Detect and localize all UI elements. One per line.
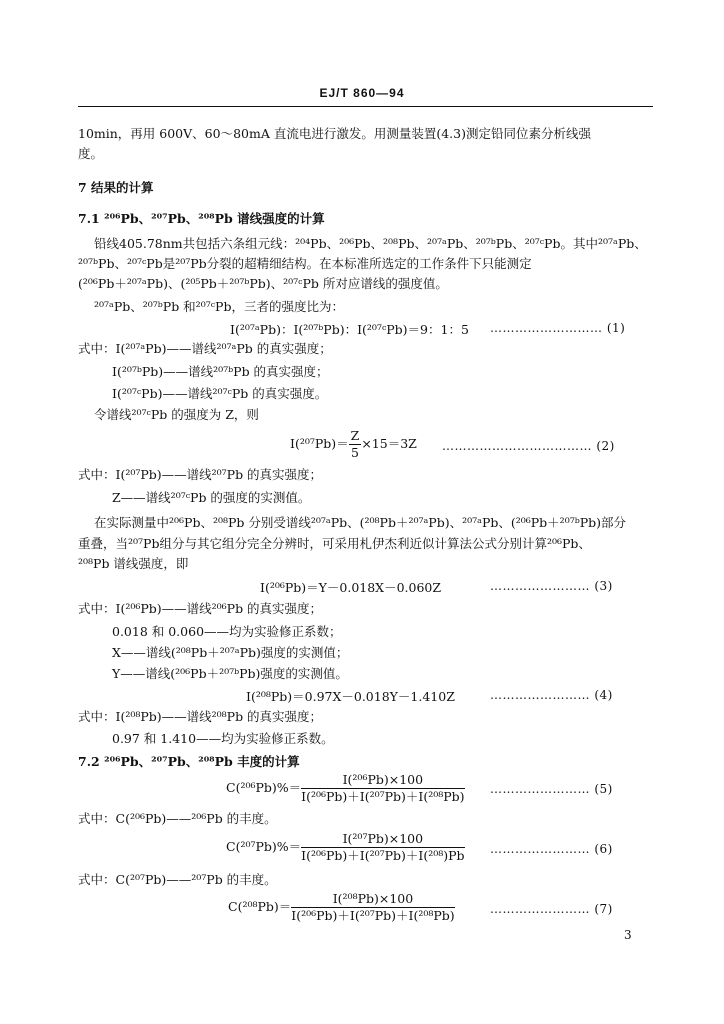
equation-number-7: …………………… (7) xyxy=(490,902,613,916)
fraction-denominator: I(²⁰⁶Pb)＋I(²⁰⁷Pb)＋I(²⁰⁸)Pb xyxy=(301,848,465,863)
paragraph-line: 在实际测量中²⁰⁶Pb、²⁰⁸Pb 分别受谱线²⁰⁷ᵃPb、(²⁰⁸Pb＋²⁰⁷ᵃPb)、²⁰⁷ᵃPb、(²⁰⁶Pb＋²⁰⁷ᵇPb)部分 xyxy=(94,515,627,530)
equation-number-3: …………………… (3) xyxy=(490,579,613,593)
paragraph-continuation-line: 度。 xyxy=(78,146,104,161)
equation-2-lhs: I(²⁰⁷Pb)＝ xyxy=(290,436,349,451)
header-rule xyxy=(78,106,653,107)
fraction-numerator: I(²⁰⁷Pb)×100 xyxy=(301,831,464,848)
paragraph-line: 铅线405.78nm共包括六条组元线：²⁰⁴Pb、²⁰⁶Pb、²⁰⁸Pb、²⁰⁷ᵃPb、²⁰⁷ᵇPb、²⁰⁷ᶜPb。其中²⁰⁷ᵃPb、 xyxy=(94,236,647,251)
equation-1: I(²⁰⁷ᵃPb)：I(²⁰⁷ᵇPb)：I(²⁰⁷ᶜPb)＝9：1：5 xyxy=(230,322,469,337)
where-line: 式中：I(²⁰⁶Pb)——谱线²⁰⁶Pb 的真实强度； xyxy=(78,601,323,616)
paragraph-continuation-line: 10min，再用 600V、60～80mA 直流电进行激发。用测量装置(4.3)测定铅同位素分析线强 xyxy=(78,126,591,141)
equation-3: I(²⁰⁶Pb)＝Y－0.018X－0.060Z xyxy=(260,580,442,595)
fraction-denominator: I(²⁰⁶Pb)＋I(²⁰⁷Pb)＋I(²⁰⁸Pb) xyxy=(301,789,465,804)
where-line: I(²⁰⁷ᶜPb)——谱线²⁰⁷ᶜPb 的真实强度。 xyxy=(112,386,328,401)
where-line: Z——谱线²⁰⁷ᶜPb 的强度的实测值。 xyxy=(112,490,311,505)
section-heading-7: 7 结果的计算 xyxy=(78,180,154,195)
paragraph-line: (²⁰⁶Pb＋²⁰⁷ᵃPb)、(²⁰⁵Pb＋²⁰⁷ᵇPb)、²⁰⁷ᶜPb 所对应谱线的强度值。 xyxy=(78,276,448,291)
equation-4: I(²⁰⁸Pb)＝0.97X－0.018Y－1.410Z xyxy=(246,689,455,704)
where-line: Y——谱线(²⁰⁶Pb＋²⁰⁷ᵇPb)强度的实测值。 xyxy=(112,666,348,681)
where-line: 式中：C(²⁰⁷Pb)——²⁰⁷Pb 的丰度。 xyxy=(78,872,277,887)
where-line: 0.018 和 0.060——均为实验修正系数； xyxy=(112,624,342,639)
fraction-denominator: 5 xyxy=(351,445,359,460)
equation-6 xyxy=(226,831,465,864)
fraction-numerator: I(²⁰⁶Pb)×100 xyxy=(301,772,464,789)
where-line: 式中：C(²⁰⁶Pb)——²⁰⁶Pb 的丰度。 xyxy=(78,811,277,826)
equation-number-6: …………………… (6) xyxy=(490,842,613,856)
equation-6-lhs: C(²⁰⁷Pb)%＝ xyxy=(226,839,302,854)
page-number: 3 xyxy=(624,928,632,942)
where-line: 0.97 和 1.410——均为实验修正系数。 xyxy=(112,731,334,746)
equation-7 xyxy=(228,891,455,924)
equation-number-4: …………………… (4) xyxy=(490,688,613,702)
document-header: EJ/T 860—94 xyxy=(319,86,405,100)
subsection-heading-7-1: 7.1 ²⁰⁶Pb、²⁰⁷Pb、²⁰⁸Pb 谱线强度的计算 xyxy=(78,211,325,226)
fraction-numerator: Z xyxy=(350,428,360,443)
paragraph-line: 令谱线²⁰⁷ᶜPb 的强度为 Z，则 xyxy=(94,407,259,422)
equation-2-rhs: ×15＝3Z xyxy=(361,436,417,451)
where-line: 式中：I(²⁰⁷Pb)——谱线²⁰⁷Pb 的真实强度； xyxy=(78,467,323,482)
equation-7-fraction xyxy=(291,891,454,924)
subsection-heading-7-2: 7.2 ²⁰⁶Pb、²⁰⁷Pb、²⁰⁸Pb 丰度的计算 xyxy=(78,754,300,769)
where-line: X——谱线(²⁰⁸Pb＋²⁰⁷ᵃPb)强度的实测值； xyxy=(112,645,349,660)
paragraph-line: ²⁰⁷ᵃPb、²⁰⁷ᵇPb 和²⁰⁷ᶜPb，三者的强度比为： xyxy=(94,299,344,314)
where-line: 式中：I(²⁰⁷ᵃPb)——谱线²⁰⁷ᵃPb 的真实强度； xyxy=(78,341,332,356)
equation-number-5: …………………… (5) xyxy=(490,782,613,796)
fraction-numerator: I(²⁰⁸Pb)×100 xyxy=(291,891,454,908)
equation-7-lhs: C(²⁰⁸Pb)＝ xyxy=(228,899,292,914)
equation-2 xyxy=(290,428,417,461)
equation-number-1: ……………………… (1) xyxy=(490,321,626,335)
paragraph-line: ²⁰⁸Pb 谱线强度，即 xyxy=(78,556,189,571)
fraction-denominator: I(²⁰⁶Pb)＋I(²⁰⁷Pb)＋I(²⁰⁸Pb) xyxy=(291,908,455,923)
equation-5 xyxy=(226,772,465,805)
equation-2-fraction xyxy=(349,428,362,461)
where-line: I(²⁰⁷ᵇPb)——谱线²⁰⁷ᵇPb 的真实强度； xyxy=(112,364,329,379)
where-line: 式中：I(²⁰⁸Pb)——谱线²⁰⁸Pb 的真实强度； xyxy=(78,709,323,724)
equation-5-fraction xyxy=(301,772,464,805)
equation-6-fraction xyxy=(301,831,464,864)
equation-number-2: ……………………………… (2) xyxy=(442,439,615,453)
equation-5-lhs: C(²⁰⁶Pb)%＝ xyxy=(226,780,302,795)
paragraph-line: ²⁰⁷ᵇPb、²⁰⁷ᶜPb是²⁰⁷Pb分裂的超精细结构。在本标准所选定的工作条件下只能测定 xyxy=(78,256,532,271)
paragraph-line: 重叠，当²⁰⁷Pb组分与其它组分完全分辨时，可采用札伊杰利近似计算法公式分别计算²⁰⁶Pb、 xyxy=(78,536,591,551)
